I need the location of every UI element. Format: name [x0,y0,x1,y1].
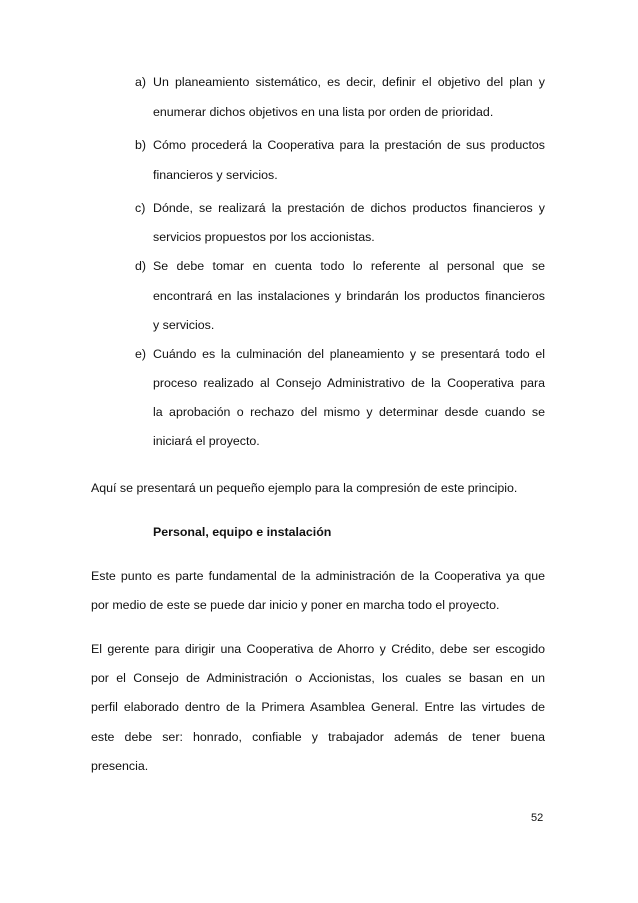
paragraph-2-line-2: por el Consejo de Administración o Accionistas, los cuales se basan en un [91,671,545,685]
intro-paragraph: Aquí se presentará un pequeño ejemplo para la compresión de este principio. [91,481,518,495]
list-item-e-line-4: iniciará el proyecto. [153,434,260,448]
paragraph-2-line-1: El gerente para dirigir una Cooperativa de Ahorro y Crédito, debe ser escogido [91,642,545,656]
page-number: 52 [531,812,544,824]
list-item-d-line-2: encontrará en las instalaciones y brindarán los productos financieros [153,289,545,303]
list-label-c: c) [135,201,146,215]
paragraph-1-line-1: Este punto es parte fundamental de la administración de la Cooperativa ya que [91,569,545,583]
list-item-a-line-1: Un planeamiento sistemático, es decir, definir el objetivo del plan y [153,75,545,89]
list-item-b-line-2: financieros y servicios. [153,168,278,182]
paragraph-1-line-2: por medio de este se puede dar inicio y poner en marcha todo el proyecto. [91,598,500,612]
paragraph-2-line-4: este debe ser: honrado, confiable y trabajador además de tener buena [91,730,545,744]
list-item-d-line-1: Se debe tomar en cuenta todo lo referente al personal que se [153,259,545,273]
list-item-e-line-1: Cuándo es la culminación del planeamiento y se presentará todo el [153,347,545,361]
list-label-d: d) [135,259,147,273]
list-label-a: a) [135,75,147,89]
list-item-d-line-3: y servicios. [153,318,215,332]
list-item-c-line-1: Dónde, se realizará la prestación de dichos productos financieros y [153,201,545,215]
list-item-e-line-2: proceso realizado al Consejo Administrativo de la Cooperativa para [153,376,545,390]
list-item-a-line-2: enumerar dichos objetivos en una lista por orden de prioridad. [153,105,494,119]
section-heading: Personal, equipo e instalación [153,525,332,539]
list-label-e: e) [135,347,147,361]
paragraph-2-line-3: perfil elaborado dentro de la Primera Asamblea General. Entre las virtudes de [91,700,545,714]
list-item-c-line-2: servicios propuestos por los accionistas. [153,230,375,244]
list-item-b-line-1: Cómo procederá la Cooperativa para la prestación de sus productos [153,138,545,152]
paragraph-2-line-5: presencia. [91,759,149,773]
list-label-b: b) [135,138,147,152]
list-item-e-line-3: la aprobación o rechazo del mismo y determinar desde cuando se [153,405,545,419]
